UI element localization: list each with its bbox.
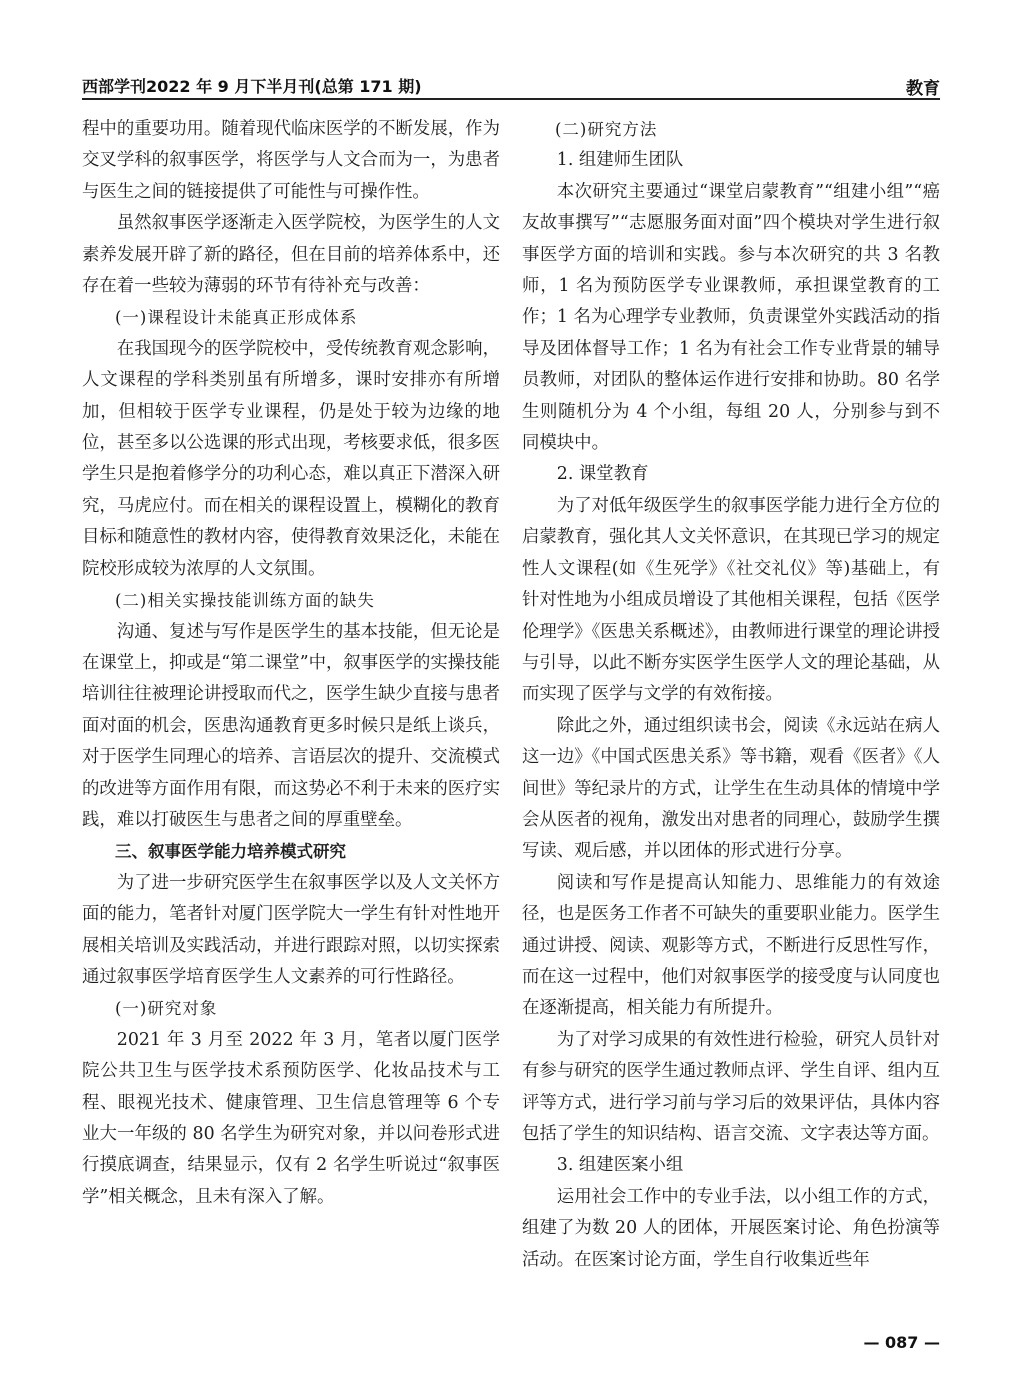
paragraph: 虽然叙事医学逐渐走入医学院校，为医学生的人文素养发展开辟了新的路径，但在目前的培养体系中，还存在着一些较为薄弱的环节有待补充与改善： — [82, 213, 500, 297]
paragraph: 为了对低年级医学生的叙事医学能力进行全方位的启蒙教育，强化其人文关怀意识，在其现已学习的规定性人文课程(如《生死学》《社交礼仪》等)基础上，有针对性地为小组成员增设了其他相关课程，包括《医学伦理学》《医患关系概述》，由教师进行课堂的理论讲授与引导，以此不断夯实医学生医学人文的理论基础，从而实现了医学与文学的有效衔接。 — [522, 495, 940, 705]
subsection-heading: (二)相关实操技能训练方面的缺失 — [115, 591, 375, 611]
page-header — [82, 70, 940, 100]
journal-title: 西部学刊2022 年 9 月下半月刊(总第 171 期) — [82, 77, 422, 96]
paragraph: 3. 组建医案小组 — [556, 1155, 684, 1176]
section-heading: 三、叙事医学能力培养模式研究 — [115, 842, 346, 862]
paragraph: 程中的重要功用。随着现代临床医学的不断发展，作为交叉学科的叙事医学，将医学与人文合而为一，为患者与医生之间的链接提供了可能性与可操作性。 — [82, 119, 500, 202]
left-column — [82, 114, 500, 1213]
header-rule — [82, 98, 940, 100]
paragraph: 为了进一步研究医学生在叙事医学以及人文关怀方面的能力，笔者针对厦门医学院大一学生有针对性地开展相关培训及实践活动，并进行跟踪对照，以切实探索通过叙事医学培育医学生人文素养的可行性路径。 — [82, 872, 500, 987]
paragraph: 在我国现今的医学院校中，受传统教育观念影响，人文课程的学科类别虽有所增多，课时安排亦有所增加，但相较于医学专业课程，仍是处于较为边缘的地位，甚至多以公选课的形式出现，考核要求低，很多医学生只是抱着修学分的功利心态，难以真正下潜深入研究，马虎应付。而在相关的课程设置上，模糊化的教育目标和随意性的教材内容，使得教育效果泛化，未能在院校形成较为浓厚的人文氛围。 — [82, 338, 500, 579]
paragraph: 除此之外，通过组织读书会，阅读《永远站在病人这一边》《中国式医患关系》等书籍，观看《医者》《人间世》等纪录片的方式，让学生在生动具体的情境中学会从医者的视角，激发出对患者的同理心，鼓励学生撰写读、观后感，并以团体的形式进行分享。 — [522, 715, 940, 862]
right-column — [522, 114, 940, 1276]
subsection-heading: (二)研究方法 — [555, 120, 658, 139]
paragraph: 本次研究主要通过“课堂启蒙教育”“组建小组”“癌友故事撰写”“志愿服务面对面”四个模块对学生进行叙事医学方面的培训和实践。参与本次研究的共 3 名教师，1 名为预防医学专业课教师，承担课堂教育的工作；1 名为心理学专业教师，负责课堂外实践活动的指导及团体督导工作；1 名为有社会工作专业背景的辅导员教师，对团队的整体运作进行安排和协助。80 名学生则随机分为 4 个小组，每组 20 人，分别参与到不同模块中。 — [522, 181, 940, 454]
paragraph: 运用社会工作中的专业手法，以小组工作的方式，组建了为数 20 人的团体，开展医案讨论、角色扮演等活动。在医案讨论方面，学生自行收集近些年 — [522, 1186, 940, 1270]
paragraph: 2. 课堂教育 — [556, 464, 649, 485]
subsection-heading: (一)课程设计未能真正形成体系 — [115, 308, 358, 328]
page-number: — 087 — — [863, 1333, 940, 1352]
paragraph: 阅读和写作是提高认知能力、思维能力的有效途径，也是医务工作者不可缺失的重要职业能力。医学生通过讲授、阅读、观影等方式，不断进行反思性写作，而在这一过程中，他们对叙事医学的接受度与认同度也在逐渐提高，相关能力有所提升。 — [522, 872, 940, 1019]
section-label: 教育 — [906, 79, 940, 99]
paragraph: 为了对学习成果的有效性进行检验，研究人员针对有参与研究的医学生通过教师点评、学生自评、组内互评等方式，进行学习前与学习后的效果评估，具体内容包括了学生的知识结构、语言交流、文字表达等方面。 — [522, 1029, 940, 1144]
paragraph: 沟通、复述与写作是医学生的基本技能，但无论是在课堂上，抑或是“第二课堂”中，叙事医学的实操技能培训往往被理论讲授取而代之，医学生缺少直接与患者面对面的机会，医患沟通教育更多时候只是纸上谈兵，对于医学生同理心的培养、言语层次的提升、交流模式的改进等方面作用有限，而这势必不利于未来的医疗实践，难以打破医生与患者之间的厚重壁垒。 — [82, 621, 500, 830]
paragraph: 1. 组建师生团队 — [556, 150, 684, 171]
subsection-heading: (一)研究对象 — [115, 999, 218, 1019]
paragraph: 2021 年 3 月至 2022 年 3 月，笔者以厦门医学院公共卫生与医学技术系预防医学、化妆品技术与工程、眼视光技术、健康管理、卫生信息管理等 6 个专业大一年级的 80 名学生为研究对象，并以问卷形式进行摸底调查，结果显示，仅有 2 名学生听说过“叙事医学”相关概念，且未有深入了解。 — [82, 1029, 500, 1207]
